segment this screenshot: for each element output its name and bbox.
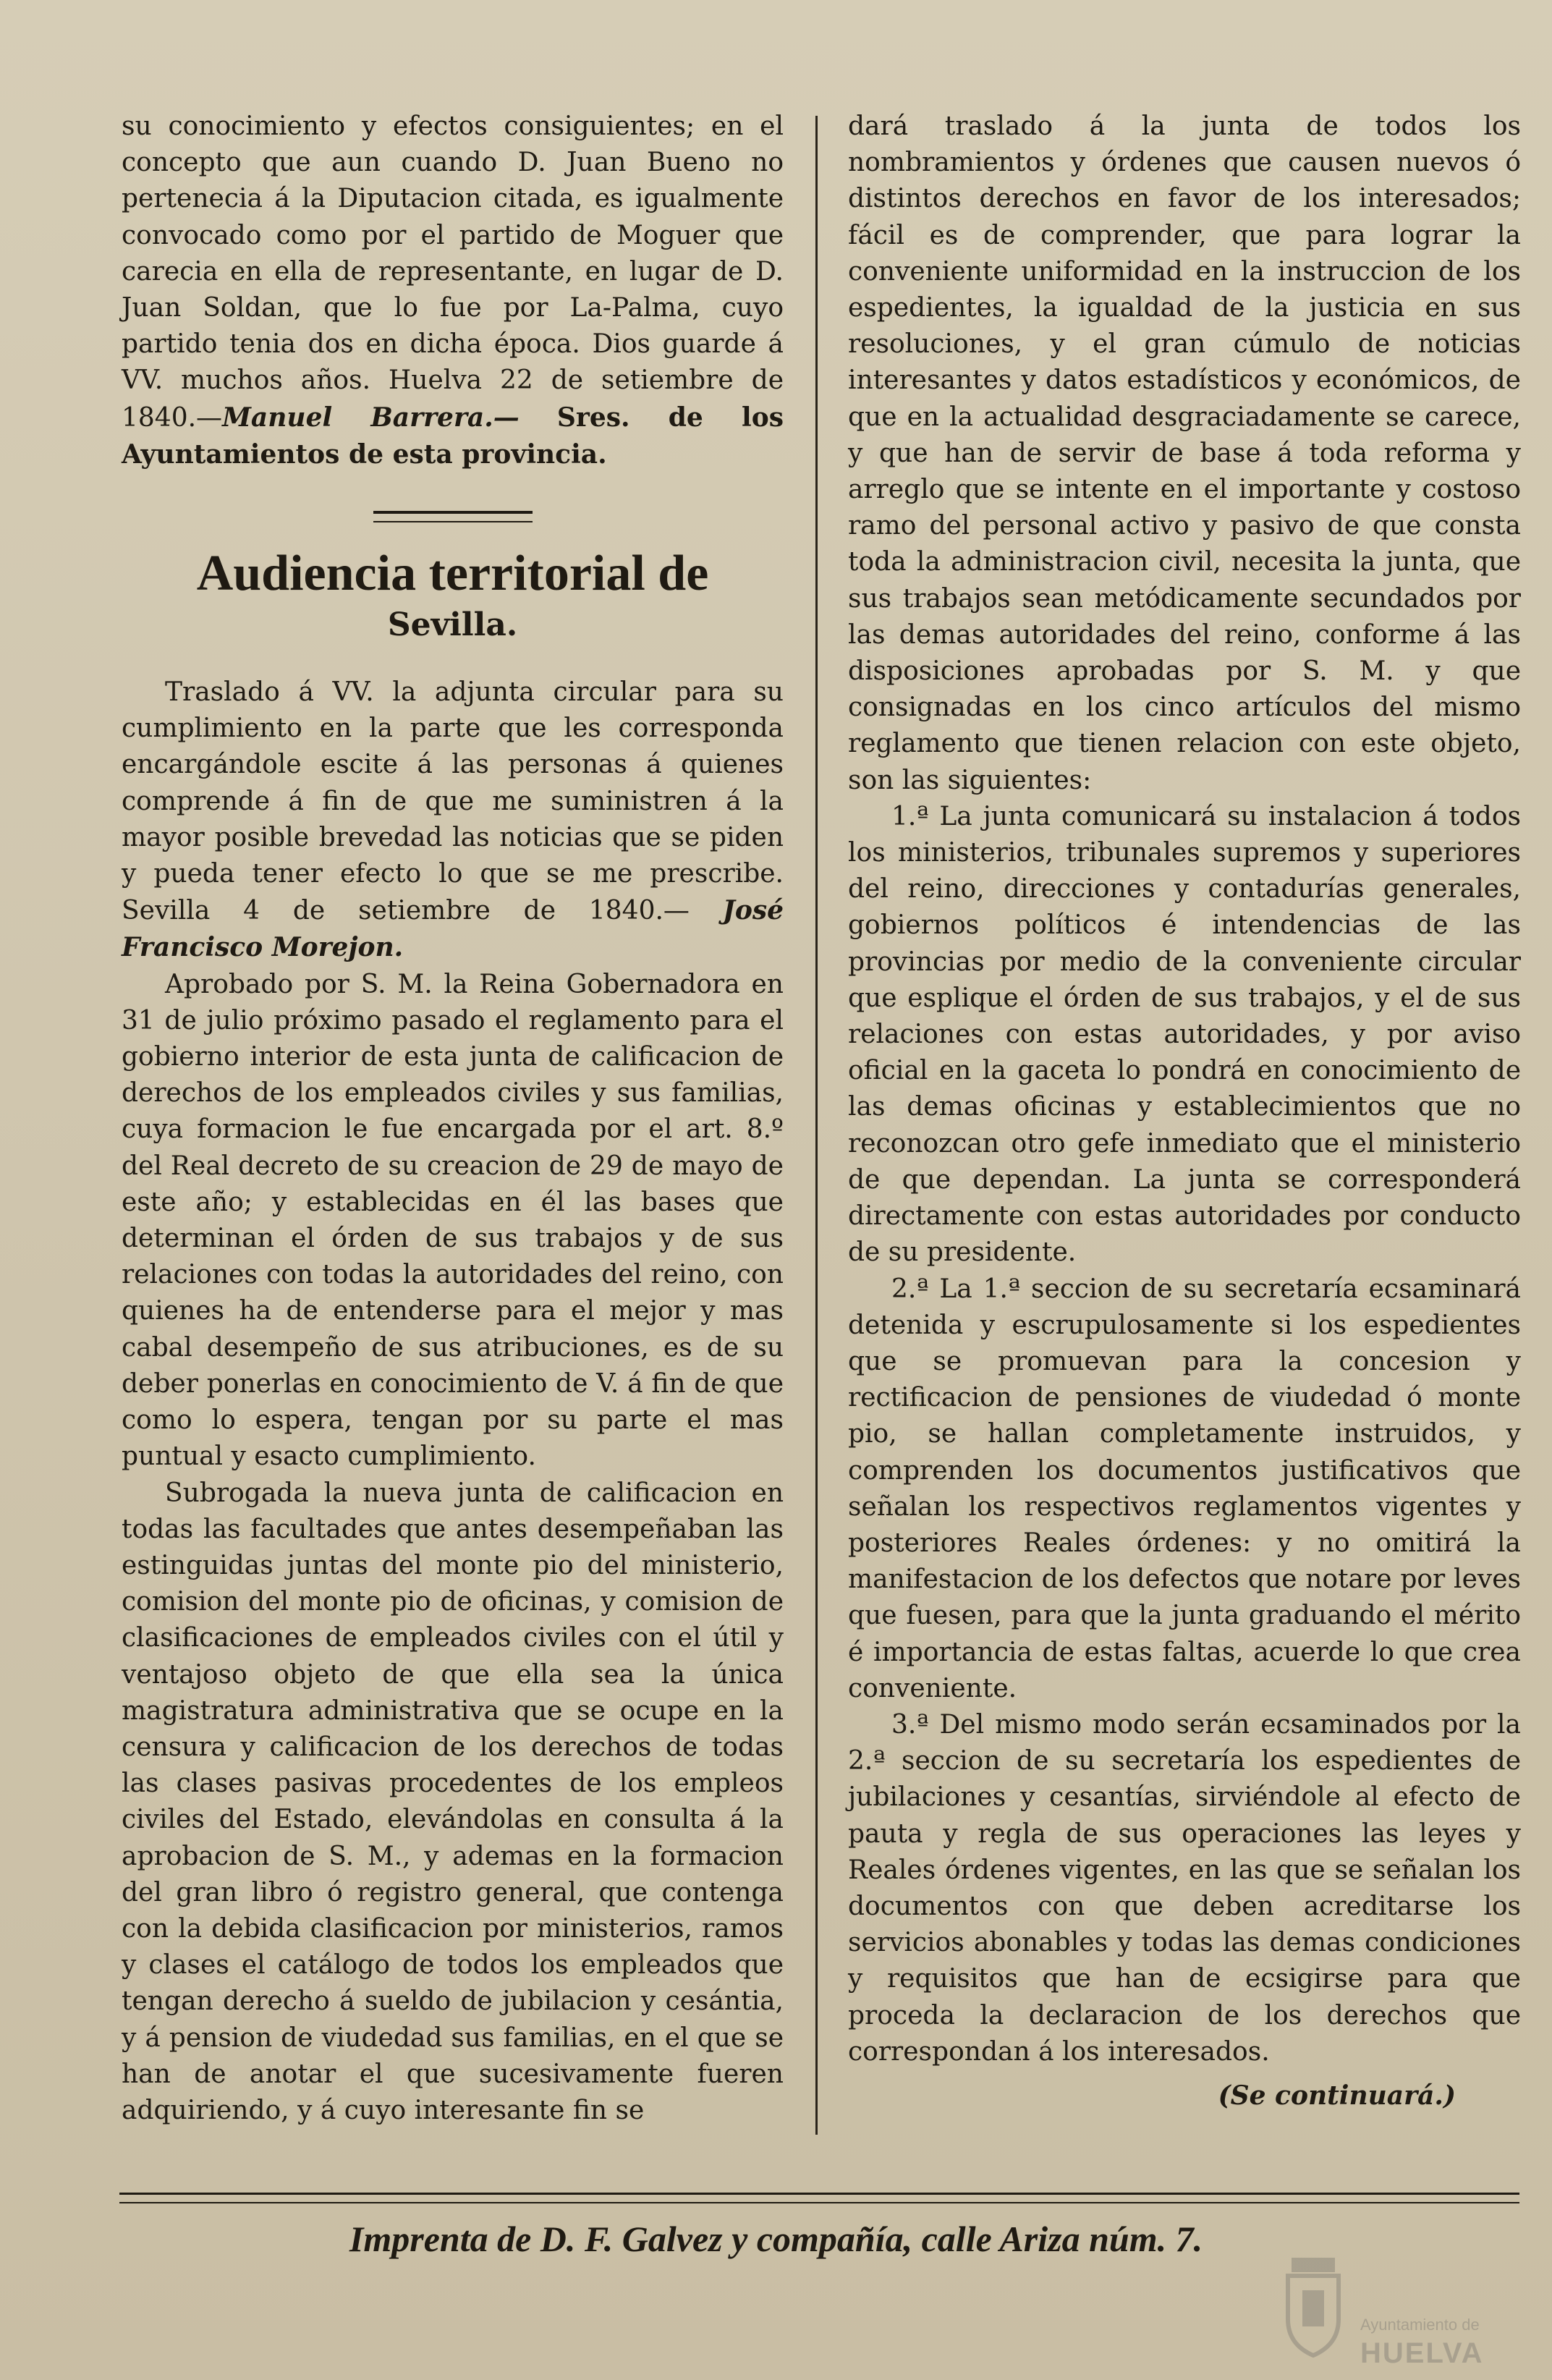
intro-text: su conocimiento y efectos consiguientes; en el concepto que aun cuando D. Juan Bueno no pertenecia á la Diputacion citada, es igualmente convocado como por el partido de Moguer que carecia en ella de representante, en lugar de D. Juan Soldan, que lo fue por La-Palma, cuyo partido tenia dos en dicha época. Dios guarde á VV. muchos años. Huelva 22 de setiembre de 1840.—	[122, 111, 784, 433]
right-column	[848, 109, 1521, 2114]
traslado-paragraph	[122, 674, 784, 967]
intro-paragraph	[122, 109, 784, 473]
article-3: 3.ª Del mismo modo serán ecsaminados por la 2.ª seccion de su secretaría los espedientes de jubilaciones y cesantías, sirviéndole al efecto de pauta y regla de sus operaciones las leyes y Reales órdenes vigentes, en las que se señalan los documentos con que deben acreditarse los servicios abonables y todas las demas condiciones y requisitos que han de ecsigirse para que proceda la declaracion de los derechos que correspondan á los interesados.	[848, 1709, 1521, 2067]
subrogada-paragraph: Subrogada la nueva junta de calificacion en todas las facultades que antes desempeñaban las estinguidas juntas del monte pio del ministerio, comision del monte pio de oficinas, y comision de clasificaciones de empleados civiles con el útil y ventajoso objeto de que ella sea la única magistratura administrativa que se ocupe en la censura y calificacion de los derechos de todas las clases pasivas procedentes de los empleos civiles del Estado, elevándolas en consulta á la aprobacion de S. M., y ademas en la formacion del gran libro ó registro general, que contenga con la debida clasificacion por ministerios, ramos y clases el catálogo de todos los empleados que tengan derecho á sueldo de jubilacion y cesántia, y á pension de viudedad sus familias, en el que se han de anotar el que sucesivamente fueren adquiriendo, y á cuyo interesante fin se	[122, 1478, 784, 2125]
watermark-main-text: HUELVA	[1360, 2337, 1484, 2369]
article-2: 2.ª La 1.ª seccion de su secretaría ecsaminará detenida y escrupulosamente si los espedientes que se promuevan para la concesion y rectificacion de pensiones de viudedad ó monte pio, se hallan completamente instruidos, y comprenden los documentos justificativos que señalan los respectivos reglamentos vigentes y posteriores Reales órdenes: y no omitirá la manifestacion de los defectos que notare por leves que fuesen, para que la junta graduando el mérito é importancia de estas faltas, acuerde lo que crea conveniente.	[848, 1274, 1521, 1703]
printer-imprint: Imprenta de D. F. Galvez y compañía, calle Ariza núm. 7.	[349, 2219, 1203, 2259]
article-1: 1.ª La junta comunicará su instalacion á todos los ministerios, tribunales supremos y superiores del reino, direcciones y contadurías generales, gobiernos políticos é intendencias de las provincias por medio de la conveniente circular que esplique el órden de sus trabajos, y el de sus relaciones con estas autoridades, y por aviso oficial en la gaceta lo pondrá en conocimiento de las demas oficinas y establecimientos que no reconozcan otro gefe inmediato que el ministerio de que dependan. La junta se corresponderá directamente con estas autoridades por conducto de su presidente.	[848, 801, 1521, 1268]
section-divider-ornament	[373, 511, 533, 522]
aprobado-paragraph: Aprobado por S. M. la Reina Gobernadora en 31 de julio próximo pasado el reglamento para el gobierno interior de esta junta de calificacion de derechos de los empleados civiles y sus familias, cuya formacion le fue encargada por el art. 8.º del Real decreto de su creacion de 29 de mayo de este año; y establecidas en él las bases que determinan el órden de sus trabajos y de sus relaciones con todas la autoridades del reino, con quienes ha de entenderse para el mejor y mas cabal desempeño de sus atribuciones, es de su deber ponerlas en conocimiento de V. á fin de que como lo espera, tengan por su parte el mas puntual y esacto cumplimiento.	[122, 969, 784, 1472]
traslado-text: Traslado á VV. la adjunta circular para su cumplimiento en la parte que les corresponda encargándole escite á las personas á quienes comprende á fin de que me suministren á la mayor posible brevedad las noticias que se piden y pueda tener efecto lo que se me prescribe. Sevilla 4 de setiembre de 1840.—	[122, 677, 784, 926]
intro-closing: Sres. de los Ayuntamientos de esta provincia.	[122, 402, 784, 470]
column-divider	[815, 116, 818, 2135]
continuation-paragraph: dará traslado á la junta de todos los nombramientos y órdenes que causen nuevos ó distintos derechos en favor de los interesados; fácil es de comprender, que para lograr la conveniente uniformidad en la instruccion de los espedientes, la igualdad de la justicia en sus resoluciones, y el gran cúmulo de noticias interesantes y datos estadísticos y económicos, de que en la actualidad desgraciadamente se carece, y que han de servir de base á toda reforma y arreglo que se intente en el importante y costoso ramo del personal activo y pasivo de que consta toda la administracion civil, necesita la junta, que sus trabajos sean metódicamente secundados por las demas autoridades del reino, conforme á las disposiciones aprobadas por S. M. y que consignadas en los cinco artículos del mismo reglamento que tienen relacion con este objeto, son las siguientes:	[848, 111, 1521, 795]
intro-signature: Manuel Barrera.—	[222, 402, 520, 433]
archive-watermark	[1277, 2250, 1494, 2369]
footer-rule	[119, 2193, 1519, 2203]
section-title: Audiencia territorial de	[196, 546, 709, 602]
traslado-signature: José Francisco Morejon.	[122, 895, 784, 963]
continued-note: (Se continuará.)	[1218, 2080, 1456, 2111]
left-column	[122, 109, 784, 2129]
watermark-top-text: Ayuntamiento de	[1360, 2316, 1480, 2334]
section-subtitle: Sevilla.	[387, 606, 518, 644]
coat-of-arms-icon	[1277, 2250, 1349, 2359]
